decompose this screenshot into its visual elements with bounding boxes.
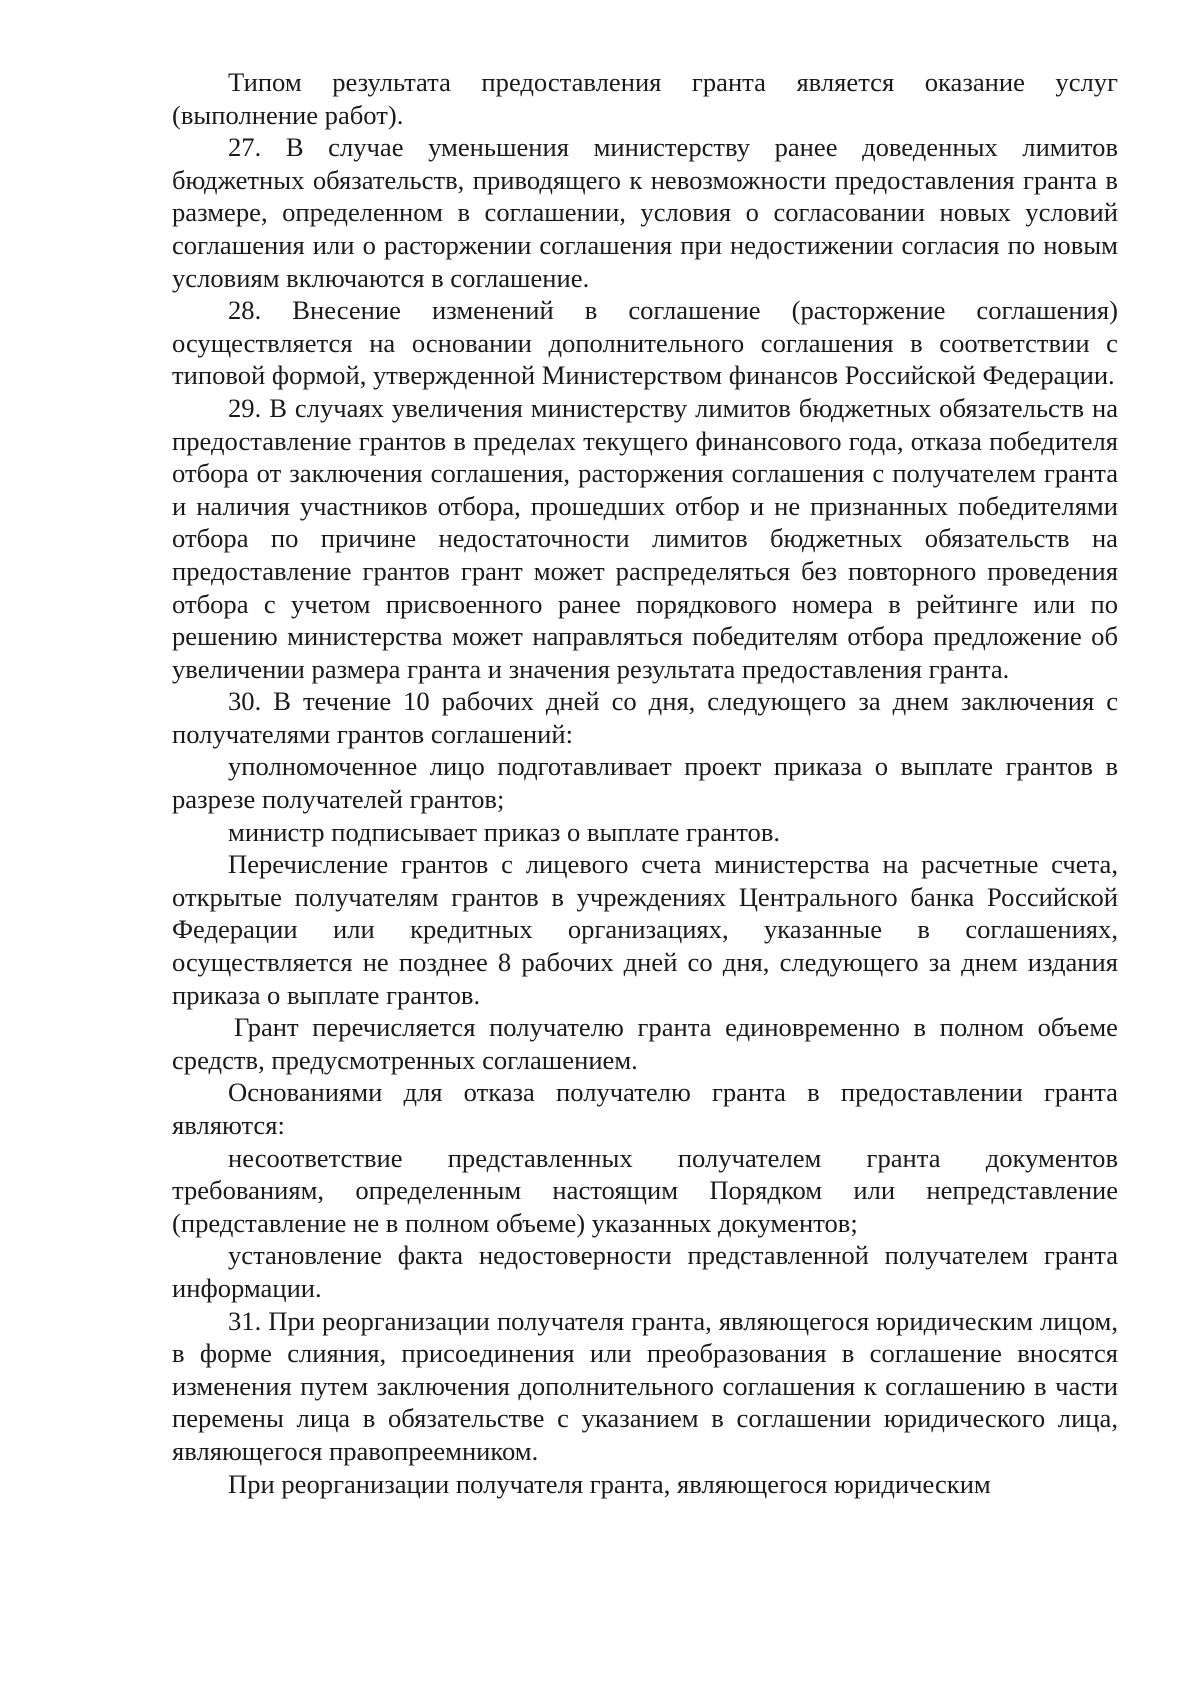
paragraph-31-continued: При реорганизации получателя гранта, являющегося юридическим	[228, 1468, 991, 1499]
paragraph-27: 27. В случае уменьшения министерству ранее доведенных лимитов бюджетных обязательств, приводящего к невозможности предоставления гранта в размере, определенном в соглашении, условия о согласовании новых условий соглашения или о расторжении соглашения при недостижении согласия по новым условиям включаются в соглашение.	[172, 132, 1118, 293]
paragraph-29: 29. В случаях увеличения министерству лимитов бюджетных обязательств на предоставление грантов в пределах текущего финансового года, отказа победителя отбора от заключения соглашения, расторжения соглашения с получателем гранта и наличия участников отбора, прошедших отбор и не признанных победителями отбора по причине недостаточности лимитов бюджетных обязательств на предоставление грантов грант может распределяться без повторного проведения отбора с учетом присвоенного ранее порядкового номера в рейтинге или по решению министерства может направляться победителям отбора предложение об увеличении размера гранта и значения результата предоставления гранта.	[172, 392, 1118, 684]
paragraph-refusal-ground-false-info: установление факта недостоверности представленной получателем гранта информации.	[172, 1240, 1118, 1303]
paragraph-30: 30. В течение 10 рабочих дней со дня, следующего за днем заключения с получателями грантов соглашений:	[172, 686, 1118, 749]
paragraph-30-item-draft-order: уполномоченное лицо подготавливает проект приказа о выплате грантов в разрезе получателей грантов;	[172, 751, 1118, 815]
document-page	[172, 66, 1118, 1500]
paragraph-refusal-grounds: Основаниями для отказа получателю гранта в предоставлении гранта являются:	[172, 1077, 1118, 1140]
paragraph-31: 31. При реорганизации получателя гранта, являющегося юридическим лицом, в форме слияния, присоединения или преобразования в соглашение вносятся изменения путем заключения дополнительного соглашения к соглашению в части перемены лица в обязательстве с указанием в соглашении юридического лица, являющегося правопреемником.	[172, 1305, 1118, 1466]
paragraph-30-item-minister-signs: министр подписывает приказ о выплате грантов.	[228, 816, 781, 847]
paragraph-transfer-of-grants: Перечисление грантов с лицевого счета министерства на расчетные счета, открытые получателям грантов в учреждениях Центрального банка Российской Федерации или кредитных организациях, указанные в соглашениях, осуществляется не позднее 8 рабочих дней со дня, следующего за днем издания приказа о выплате грантов.	[172, 849, 1118, 1010]
paragraph-refusal-ground-documents: несоответствие представленных получателем гранта документов требованиям, определенным настоящим Порядком или непредставление (представление не в полном объеме) указанных документов;	[172, 1142, 1118, 1238]
paragraph-28: 28. Внесение изменений в соглашение (расторжение соглашения) осуществляется на основании дополнительного соглашения в соответствии с типовой формой, утвержденной Министерством финансов Российской Федерации.	[172, 295, 1118, 391]
paragraph-lump-sum-transfer: Грант перечисляется получателю гранта единовременно в полном объеме средств, предусмотренных соглашением.	[172, 1012, 1118, 1075]
paragraph-result-type: Типом результата предоставления гранта является оказание услуг (выполнение работ).	[172, 67, 1118, 130]
